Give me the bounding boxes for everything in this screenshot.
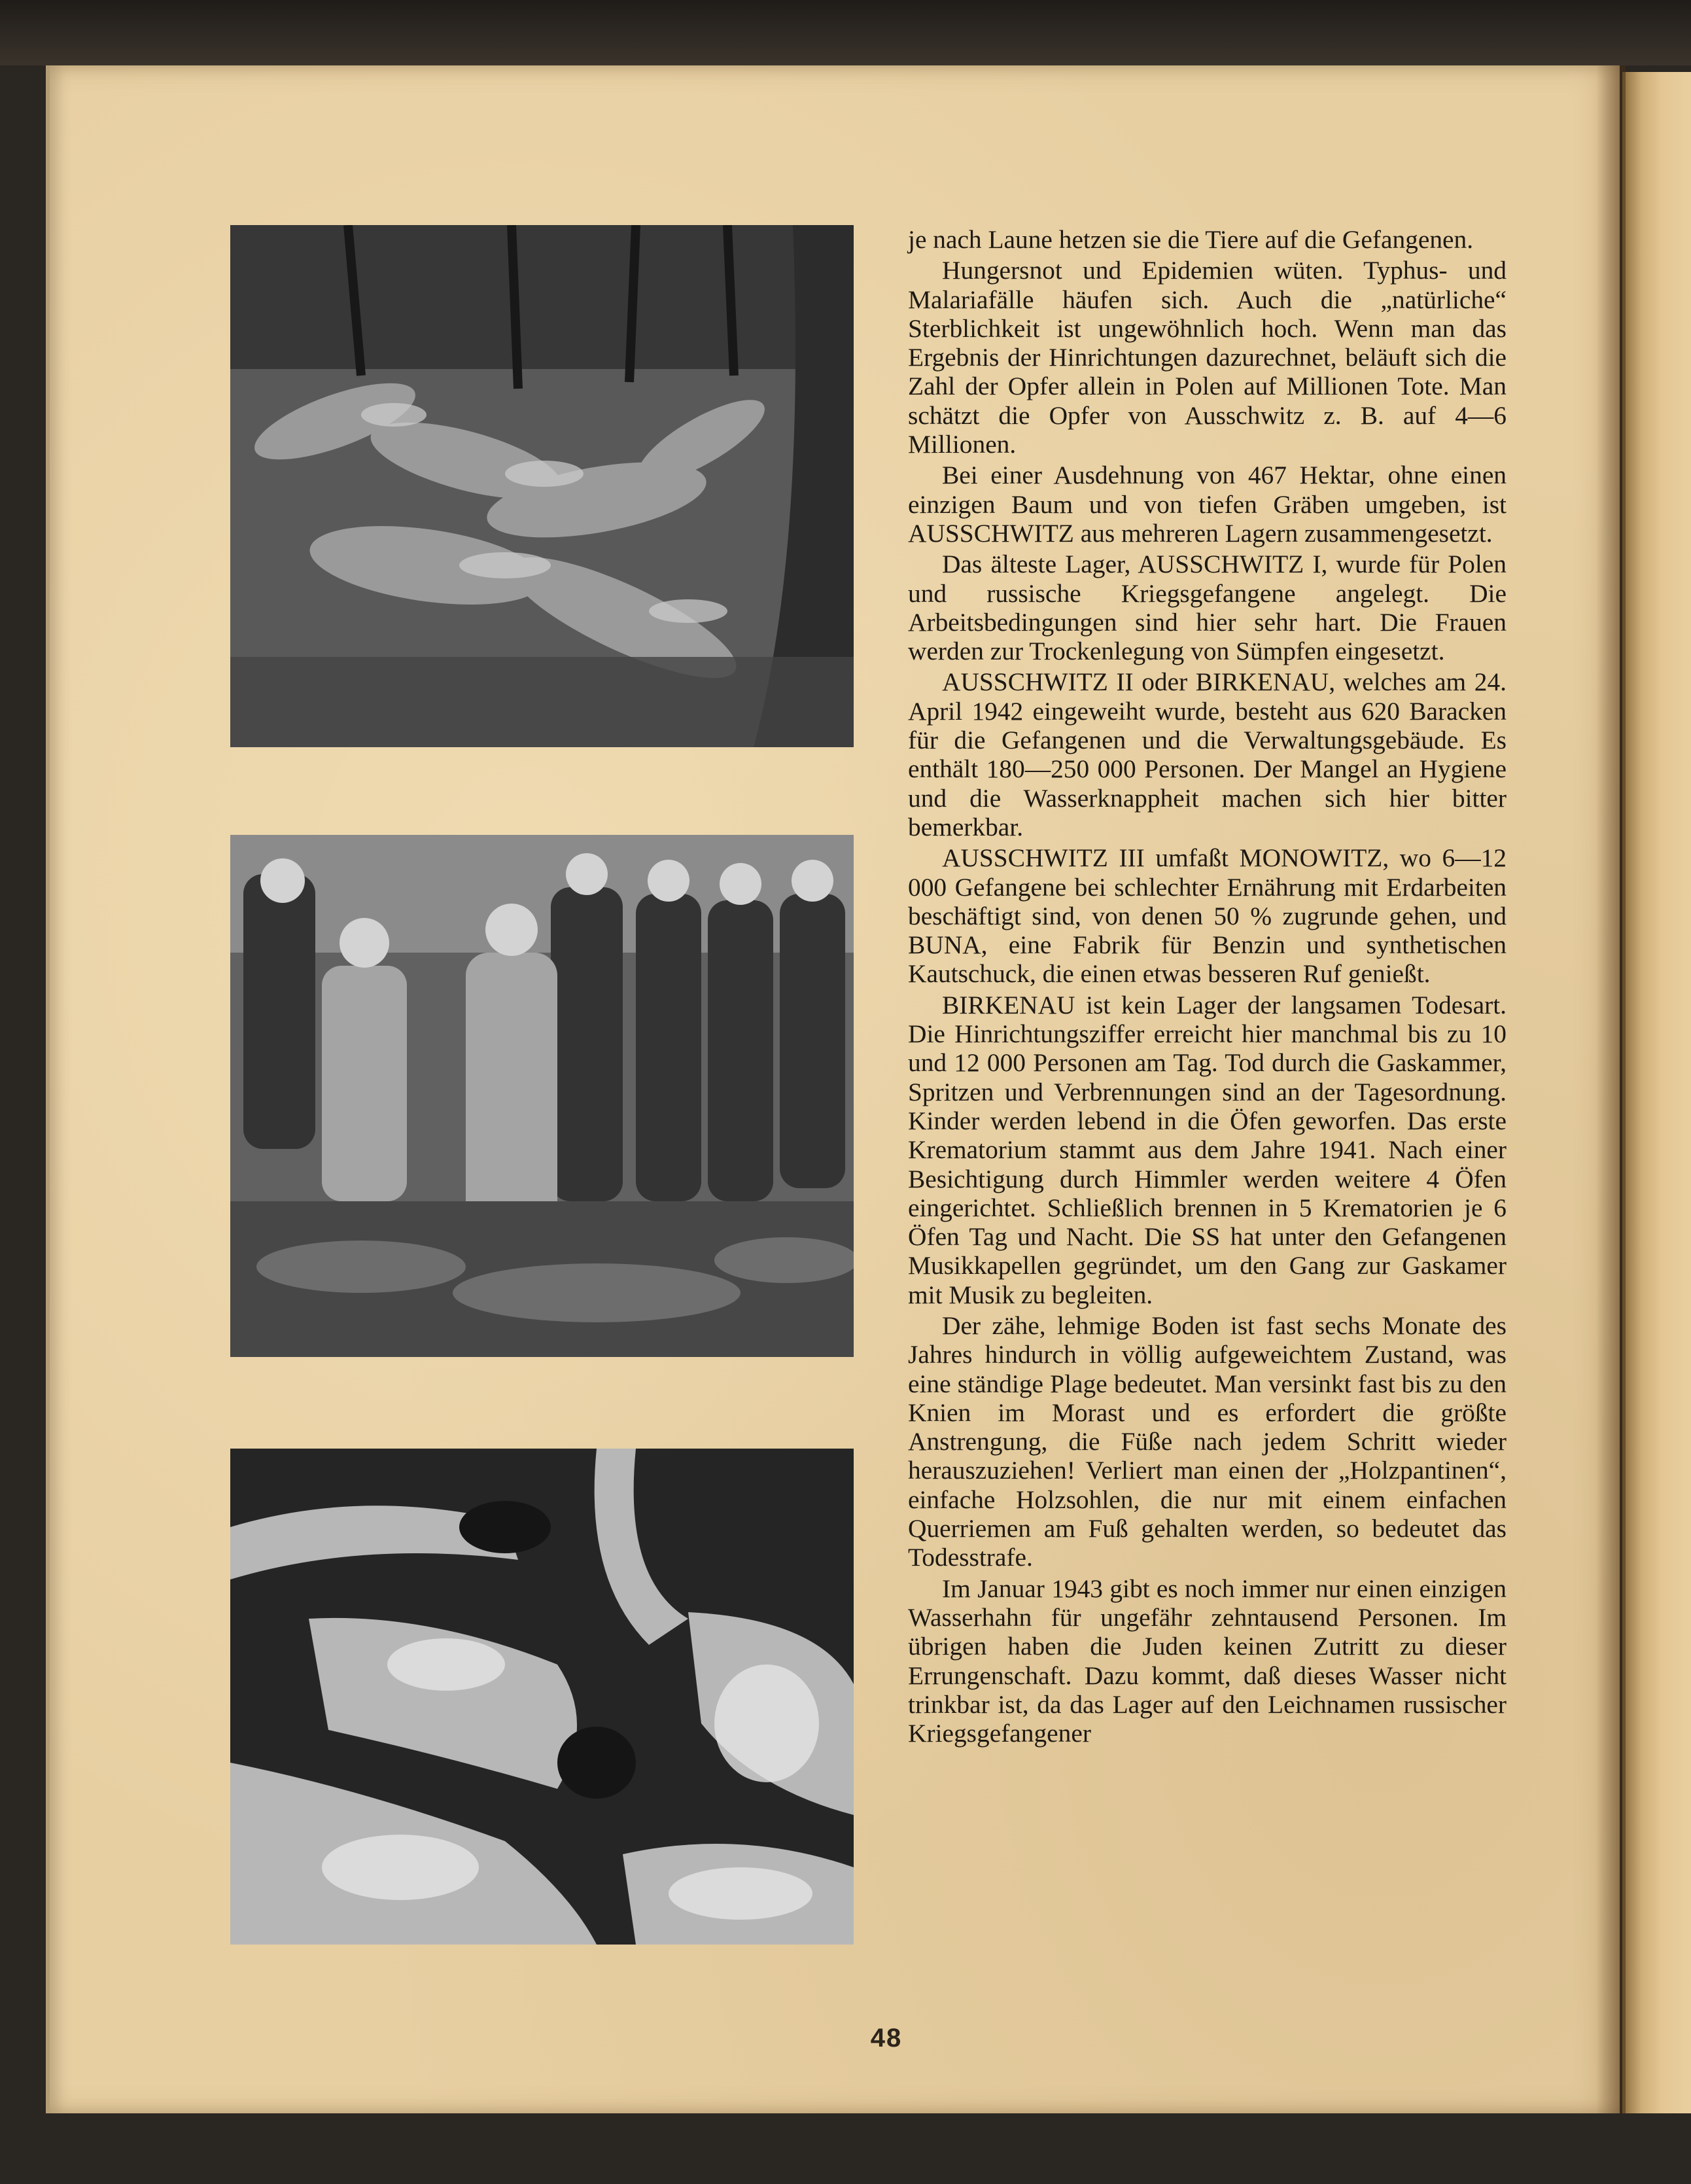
page-number: 48 — [870, 2024, 903, 2052]
paragraph: Hungersnot und Epidemien wüten. Typhus- und Malariafälle häufen sich. Auch die „natürliche“ Sterblichkeit ist ungewöhnlich hoch. Wenn man das Ergebnis der Hinrichtungen dazurechnet, beläuft sich die Zahl der Opfer allein in Polen auf Millionen Tote. Man schätzt die Opfer von Ausschwitz z. B. auf 4—6 Millionen. — [908, 256, 1507, 459]
paragraph: je nach Laune hetzen sie die Tiere auf die Gefangenen. — [908, 225, 1474, 254]
scan-background-top — [0, 0, 1691, 65]
paragraph: Der zähe, lehmige Boden ist fast sechs Monate des Jahres hindurch in völlig aufgeweichtem Zustand, was eine ständige Plage bedeutet. Man versinkt fast bis zu den Knien im Morast und es erfordert die größte Anstrengung, die Füße nach jedem Schritt wieder herauszuziehen! Verliert man einen der „Holzpantinen“, einfache Holzsohlen, die nur mit einem einfachen Querriemen am Fuß gehalten werden, so bedeutet das Todesstrafe. — [908, 1311, 1507, 1572]
paragraph: Im Januar 1943 gibt es noch immer nur einen einzigen Wasserhahn für ungefähr zehntausend Personen. Im übrigen haben die Juden keinen Zutritt zu dieser Errungenschaft. Dazu kommt, daß dieses Wasser nicht trinkbar ist, da das Lager auf den Leichnamen russischer Kriegsgefangener — [908, 1574, 1507, 1748]
paragraph: Bei einer Ausdehnung von 467 Hektar, ohne einen einzigen Baum und von tiefen Gräben umgeben, ist AUSSCHWITZ aus mehreren Lagern zusammengesetzt. — [908, 461, 1507, 548]
photo-pile-of-bodies — [230, 1449, 854, 1945]
facing-page-edge — [1622, 72, 1691, 2113]
page-gutter-shadow — [1596, 65, 1626, 2113]
paragraph: AUSSCHWITZ II oder BIRKENAU, welches am 24. April 1942 eingeweiht wurde, besteht aus 620 Baracken für die Gefangenen und die Verwaltungsgebäude. Es enthält 180—250 000 Personen. Der Mangel an Hygiene und die Wasserknappheit machen sich hier bitter bemerkbar. — [908, 667, 1507, 841]
paragraph: AUSSCHWITZ III umfaßt MONOWITZ, wo 6—12 000 Gefangene bei schlechter Ernährung mit Erdarbeiten beschäftigt sind, von denen 50 % zugrunde gehen, und BUNA, eine Fabrik für Benzin und synthetischen Kautschuck, die einen etwas besseren Ruf genießt. — [908, 843, 1507, 989]
photo-women-standing-before-grave — [230, 835, 854, 1357]
paragraph: BIRKENAU ist kein Lager der langsamen Todesart. Die Hinrichtungsziffer erreicht hier manchmal bis zu 10 und 12 000 Personen am Tag. Tod durch die Gaskammer, Spritzen und Verbrennungen sind an der Tagesordnung. Kinder werden lebend in die Öfen geworfen. Das erste Krematorium stammt aus dem Jahre 1941. Nach einer Besichtigung durch Himmler werden weitere 4 Öfen eingerichtet. Schließlich brennen in 5 Krematorien je 6 Öfen Tag und Nacht. Die SS hat unter den Gefangenen Musikkapellen gegründet, um den Gang zur Gaskamer mit Musik zu begleiten. — [908, 990, 1507, 1309]
article-text-column — [908, 225, 1507, 1750]
paragraph: Das älteste Lager, AUSSCHWITZ I, wurde für Polen und russische Kriegsgefangene angelegt. Die Arbeitsbedingungen sind hier sehr hart. Die Frauen werden zur Trockenlegung von Sümpfen eingesetzt. — [908, 550, 1507, 666]
photo-bodies-in-forest — [230, 225, 854, 747]
